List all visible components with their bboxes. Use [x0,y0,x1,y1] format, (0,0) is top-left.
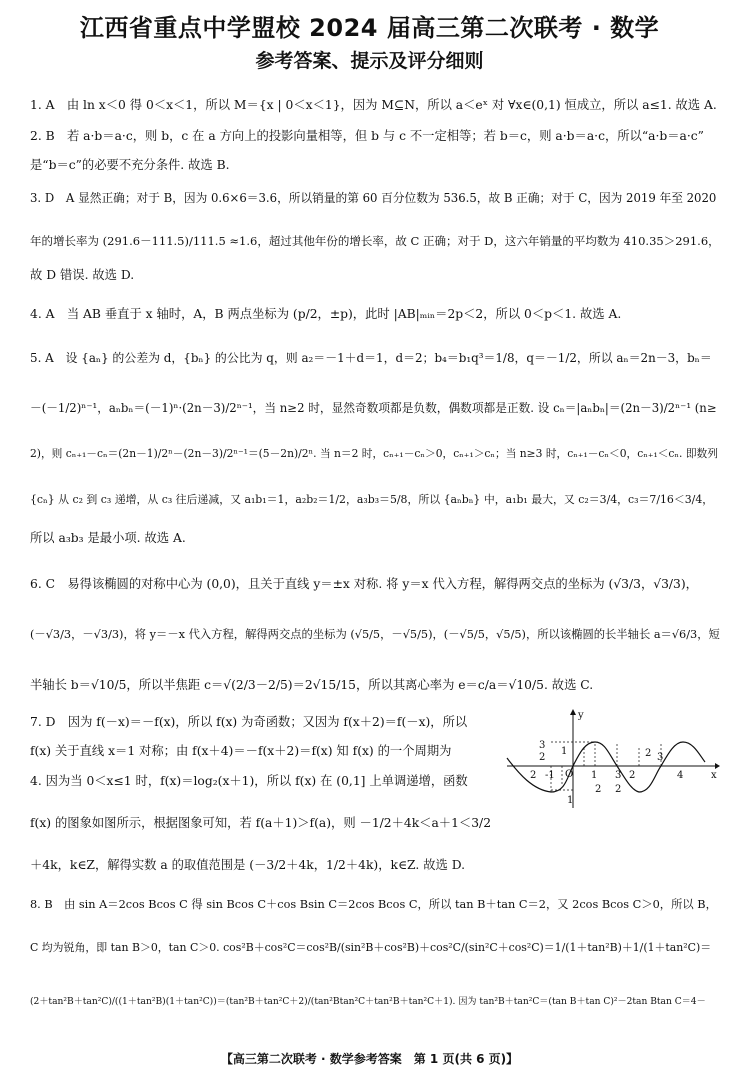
answer-8-line-2: C 均为锐角，即 tan B＞0，tan C＞0. cos²B＋cos²C＝cos²B/(sin²B＋cos²B)＋cos²C/(sin²C＋cos²C)＝1/(1＋tan²B)＋1/(1＋tan²C)＝ [30,941,712,954]
fig-label-bottom-1: 1 [567,795,574,806]
answer-7-line-5: ＋4k，k∈Z，解得实数 a 的取值范围是 (－3/2＋4k，1/2＋4k)，k∈Z. 故选 D. [30,858,466,872]
answer-6-line-2: (－√3/3，－√3/3)，将 y＝－x 代入方程，解得两交点的坐标为 (√5/5，－√5/5)，(－√5/5，√5/5)，所以该椭圆的长半轴长 a＝√6/3，短 [30,628,720,641]
fig-label-bottom-2: 2 [595,784,602,795]
answer-3-line-1: 3. D A 显然正确；对于 B，因为 0.6×6＝3.6，所以销量的第 60 百分位数为 536.5，故 B 正确；对于 C，因为 2019 年至 2020 [30,191,717,205]
page-subtitle: 参考答案、提示及评分细则 [255,50,484,72]
answer-8-line-1: 8. B 由 sin A＝2cos Bcos C 得 sin Bcos C＋cos Bsin C＝2cos Bcos C，所以 tan B＋tan C＝2，又 2cos Bcos C＞0，所以 B， [30,898,717,911]
y-axis-label: y [578,710,584,721]
answer-8-line-3: (2＋tan²B＋tan²C)/((1＋tan²B)(1＋tan²C))＝(tan²B＋tan²C＋2)/(tan²Btan²C＋tan²B＋tan²C＋1). 因为 tan²B＋tan²C＝(tan B＋tan C)²－2tan Btan C＝4－ [30,997,706,1007]
function-graph-figure [505,708,720,810]
fig-label-axis-6: 3 [657,752,664,763]
answer-7-line-2: f(x) 关于直线 x＝1 对称；由 f(x＋4)＝－f(x＋2)＝f(x) 知 f(x) 的一个周期为 [30,744,452,758]
answer-4-line-1: 4. A 当 AB 垂直于 x 轴时，A，B 两点坐标为 (p/2，±p)，此时 |AB|ₘᵢₙ＝2p＜2，所以 0＜p＜1. 故选 A. [30,307,622,321]
fig-label-axis-4: 3 [615,770,622,781]
fig-label-axis-2: -1 [545,770,555,781]
fig-label-top-4: 2 [645,748,652,759]
x-axis-arrow-icon [715,763,720,769]
answer-5-line-4: {cₙ} 从 c₂ 到 c₃ 递增，从 c₃ 往后递减，又 a₁b₁＝1，a₂b₂＝1/2，a₃b₃＝5/8，所以 {aₙbₙ} 中，a₁b₁ 最大，又 c₂＝3/4，c₃＝7/16＜3/4， [30,493,714,506]
answer-3-line-3: 故 D 错误. 故选 D. [30,268,135,282]
fig-label-top-2: 2 [539,752,546,763]
origin-label: O [565,769,574,780]
fig-label-axis-3: 1 [591,770,598,781]
answer-7-line-4: f(x) 的图象如图所示，根据图象可知，若 f(a＋1)＞f(a)，则 －1/2＋4k＜a＋1＜3/2 [30,816,492,830]
y-axis-arrow-icon [570,709,576,715]
fig-label-bottom-3: 2 [615,784,622,795]
answer-3-line-2: 年的增长率为 (291.6－111.5)/111.5 ≈1.6，超过其他年份的增长率，故 C 正确；对于 D，这六年销量的平均数为 410.35＞291.6， [30,234,720,248]
answer-5-line-3: 2)，则 cₙ₊₁－cₙ＝(2n－1)/2ⁿ－(2n－3)/2ⁿ⁻¹＝(5－2n)/2ⁿ. 当 n＝2 时，cₙ₊₁－cₙ＞0，cₙ₊₁＞cₙ；当 n≥3 时，cₙ₊₁－cₙ＜0，cₙ₊₁＜cₙ. 即数列 [30,447,718,460]
function-curve [507,742,705,792]
answer-5-line-2: －(－1/2)ⁿ⁻¹，aₙbₙ＝(－1)ⁿ·(2n－3)/2ⁿ⁻¹，当 n≥2 时，显然奇数项都是负数，偶数项都是正数. 设 cₙ＝|aₙbₙ|＝(2n－3)/2ⁿ⁻¹ (n≥ [30,401,717,415]
fig-label-axis-5: 2 [629,770,636,781]
answer-2-line-1: 2. B 若 a·b＝a·c，则 b，c 在 a 方向上的投影向量相等，但 b 与 c 不一定相等；若 b＝c，则 a·b＝a·c，所以“a·b＝a·c” [30,129,704,143]
answer-7-line-3: 4. 因为当 0＜x≤1 时，f(x)＝log₂(x＋1)，所以 f(x) 在 (0,1] 上单调递增，函数 [30,774,468,788]
page-footer: 【高三第二次联考 · 数学参考答案 第 1 页(共 6 页)】 [220,1052,519,1066]
x-axis-label: x [711,770,717,781]
fig-label-axis-7: 4 [677,770,684,781]
answer-7-line-1: 7. D 因为 f(－x)＝－f(x)，所以 f(x) 为奇函数；又因为 f(x＋2)＝f(－x)，所以 [30,715,468,729]
fig-label-top-1: 3 [539,740,546,751]
answer-6-line-1: 6. C 易得该椭圆的对称中心为 (0,0)，且关于直线 y＝±x 对称. 将 y＝x 代入方程，解得两交点的坐标为 (√3/3，√3/3)， [30,577,698,591]
answer-5-line-5: 所以 a₃b₃ 是最小项. 故选 A. [30,531,186,545]
fig-label-axis-1: 2 [530,770,537,781]
answer-5-line-1: 5. A 设 {aₙ} 的公差为 d，{bₙ} 的公比为 q，则 a₂＝－1＋d＝1，d＝2；b₄＝b₁q³＝1/8，q＝－1/2，所以 aₙ＝2n－3，bₙ＝ [30,351,712,365]
answer-2-line-2: 是“b＝c”的必要不充分条件. 故选 B. [30,158,230,172]
answer-1-line-1: 1. A 由 ln x＜0 得 0＜x＜1，所以 M＝{x | 0＜x＜1}，因为 M⊆N，所以 a＜eˣ 对 ∀x∈(0,1) 恒成立，所以 a≤1. 故选 A. [30,98,717,112]
fig-label-top-3: 1 [561,746,568,757]
answer-6-line-3: 半轴长 b＝√10/5，所以半焦距 c＝√(2/3－2/5)＝2√15/15，所以其离心率为 e＝c/a＝√10/5. 故选 C. [30,678,594,692]
page-title: 江西省重点中学盟校 2024 届高三第二次联考 · 数学 [79,14,660,42]
